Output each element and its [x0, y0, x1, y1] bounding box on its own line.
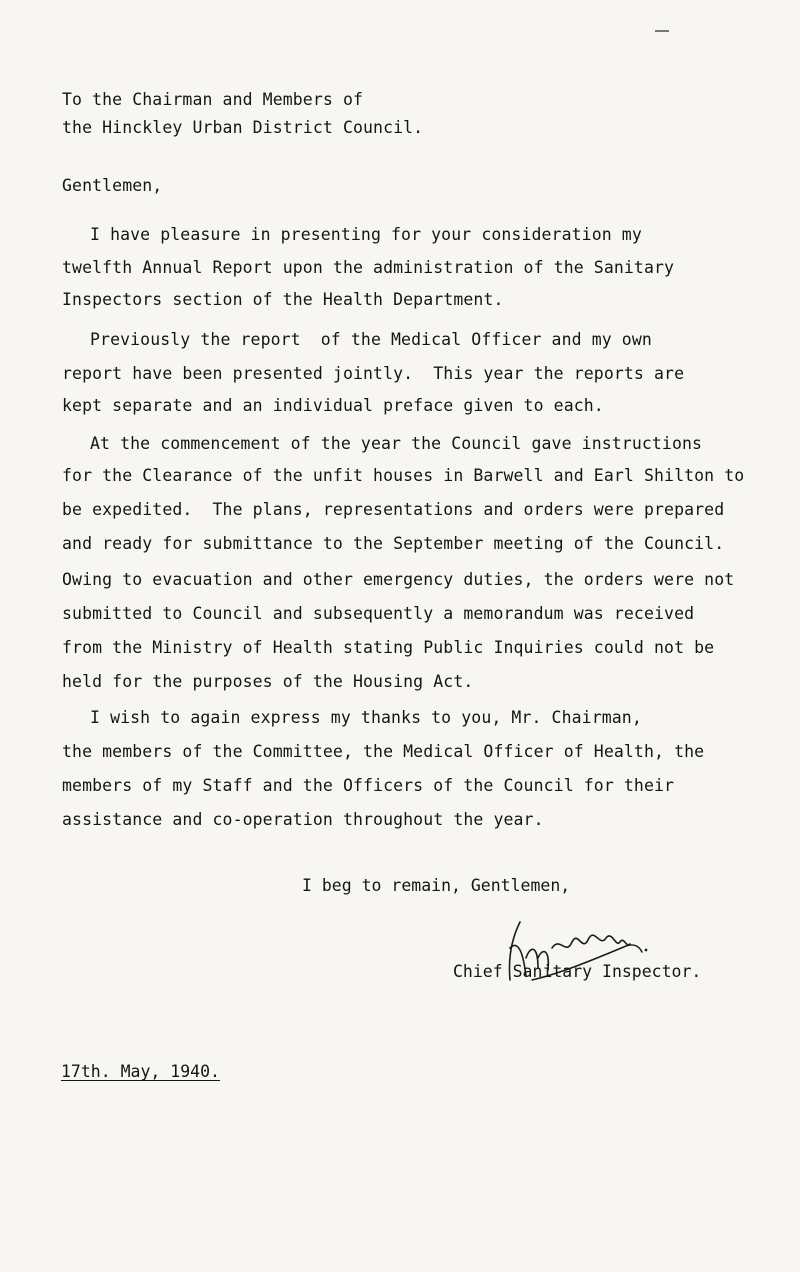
addressee-line: the Hinckley Urban District Council.	[62, 118, 424, 137]
body-line: from the Ministry of Health stating Public Inquiries could not be	[62, 638, 715, 657]
body-line: for the Clearance of the unfit houses in Barwell and Earl Shilton to	[62, 466, 745, 485]
body-line: submitted to Council and subsequently a memorandum was received	[62, 604, 695, 623]
body-line: kept separate and an individual preface given to each.	[62, 396, 604, 415]
body-line: assistance and co-operation throughout the year.	[62, 810, 544, 829]
body-line: members of my Staff and the Officers of the Council for their	[62, 776, 675, 795]
letter-date: 17th. May, 1940.	[61, 1062, 220, 1081]
body-line: At the commencement of the year the Council gave instructions	[90, 434, 703, 453]
body-line: Owing to evacuation and other emergency duties, the orders were not	[62, 570, 735, 589]
body-line: Previously the report of the Medical Officer and my own	[90, 330, 652, 349]
body-line: held for the purposes of the Housing Act.	[62, 672, 474, 691]
signatory-title: Chief Sanitary Inspector.	[453, 962, 702, 981]
body-line: the members of the Committee, the Medical Officer of Health, the	[62, 742, 705, 761]
body-line: and ready for submittance to the September meeting of the Council.	[62, 534, 725, 553]
addressee-line: To the Chairman and Members of	[62, 90, 364, 109]
body-line: twelfth Annual Report upon the administration of the Sanitary	[62, 258, 675, 277]
greeting: Gentlemen,	[62, 176, 163, 195]
body-line: I wish to again express my thanks to you, Mr. Chairman,	[90, 708, 642, 727]
body-line: be expedited. The plans, representations and orders were prepared	[62, 500, 725, 519]
closing-line: I beg to remain, Gentlemen,	[302, 876, 571, 895]
scan-mark	[655, 30, 669, 32]
body-line: report have been presented jointly. This year the reports are	[62, 364, 685, 383]
body-line: Inspectors section of the Health Department.	[62, 290, 504, 309]
body-line: I have pleasure in presenting for your consideration my	[90, 225, 642, 244]
